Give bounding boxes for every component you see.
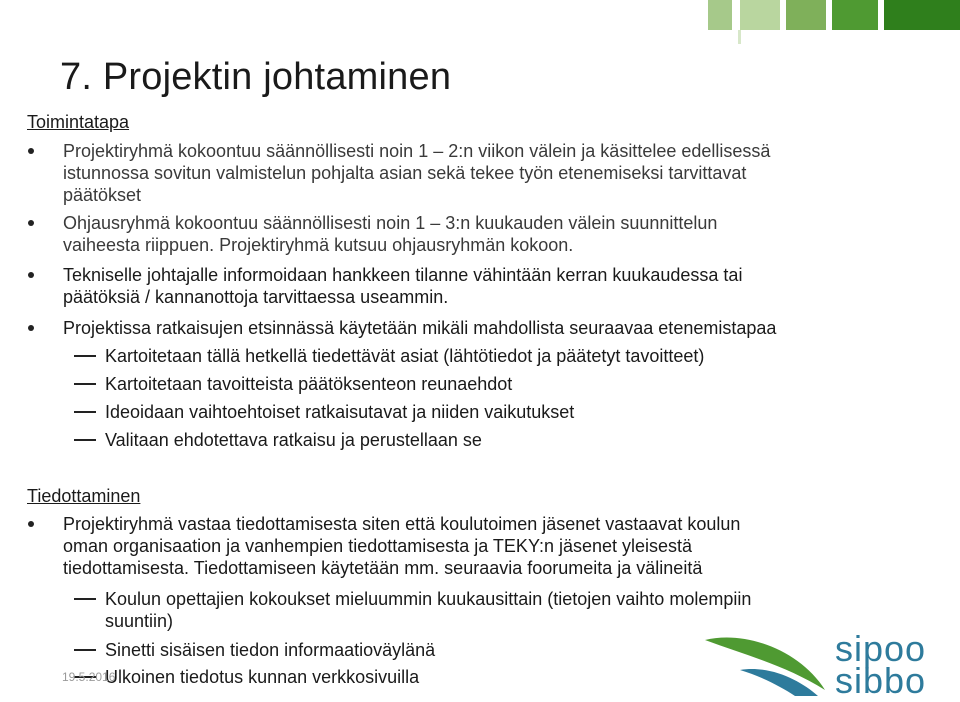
page-title: 7. Projektin johtaminen (60, 56, 452, 98)
decor-square (740, 0, 780, 30)
dash (74, 649, 96, 651)
dash (74, 598, 96, 600)
bullet (28, 220, 34, 226)
dash (74, 383, 96, 385)
sub-item-4: Valitaan ehdotettava ratkaisu ja perustellaan se (105, 430, 482, 450)
decor-square (708, 0, 732, 30)
sub-item-3: Ideoidaan vaihtoehtoiset ratkaisutavat ja niiden vaikutukset (105, 402, 575, 422)
bullet-text-4: Projektissa ratkaisujen etsinnässä käytetään mikäli mahdollista seuraavaa etenemistapaa (63, 318, 777, 338)
section-heading-toimintatapa: Toimintatapa (27, 112, 130, 132)
decor-line (738, 30, 741, 44)
dash (74, 411, 96, 413)
bullet (28, 325, 34, 331)
bullet (28, 148, 34, 154)
footer-date: 19.5.2016 (62, 670, 116, 684)
sub-item-7: Ulkoinen tiedotus kunnan verkkosivuilla (105, 667, 420, 687)
sub-item-5: Koulun opettajien kokoukset mieluummin kuukausittain (tietojen vaihto molempiin suuntiin) (105, 589, 752, 631)
bullet-text-2: Ohjausryhmä kokoontuu säännöllisesti noin 1 – 3:n kuukauden välein suunnittelun vaiheesta riippuen. Projektiryhmä kutsuu ohjausryhmän kokoon. (63, 213, 718, 255)
logo-text-sipoo: sipoo (835, 628, 927, 669)
bullet (28, 521, 34, 527)
dash (74, 355, 96, 357)
decor-square (786, 0, 826, 30)
sub-item-2: Kartoitetaan tavoitteista päätöksenteon reunaehdot (105, 374, 513, 394)
bullet-text-5: Projektiryhmä vastaa tiedottamisesta siten että koulutoimen jäsenet vastaavat koulun oman organisaation ja vanhempien tiedottamisesta ja TEKY:n jäsenet yleisestä tiedottamisesta. Tiedottamiseen käytetään mm. seuraavia foorumeita ja välineitä (63, 514, 741, 578)
logo-text-sibbo: sibbo (835, 660, 927, 701)
bullet (28, 272, 34, 278)
bullet-text-3: Tekniselle johtajalle informoidaan hankkeen tilanne vähintään kerran kuukaudessa tai päätöksiä / kannanottoja tarvittaessa useammin. (63, 265, 743, 307)
bullet-text-1: Projektiryhmä kokoontuu säännöllisesti noin 1 – 2:n viikon välein ja käsittelee edellisessä istunnossa sovitun valmistelun pohjalta asian sekä tekee työn etenemiseksi tarvittavat päätökset (63, 141, 771, 205)
section-heading-tiedottaminen: Tiedottaminen (27, 486, 141, 506)
decor-square (832, 0, 878, 30)
sub-item-1: Kartoitetaan tällä hetkellä tiedettävät asiat (lähtötiedot ja päätetyt tavoitteet) (105, 346, 705, 366)
logo-leaf-icon (700, 630, 830, 697)
decor-square (884, 0, 960, 30)
dash (74, 439, 96, 441)
sub-item-6: Sinetti sisäisen tiedon informaatioväylänä (105, 640, 436, 660)
